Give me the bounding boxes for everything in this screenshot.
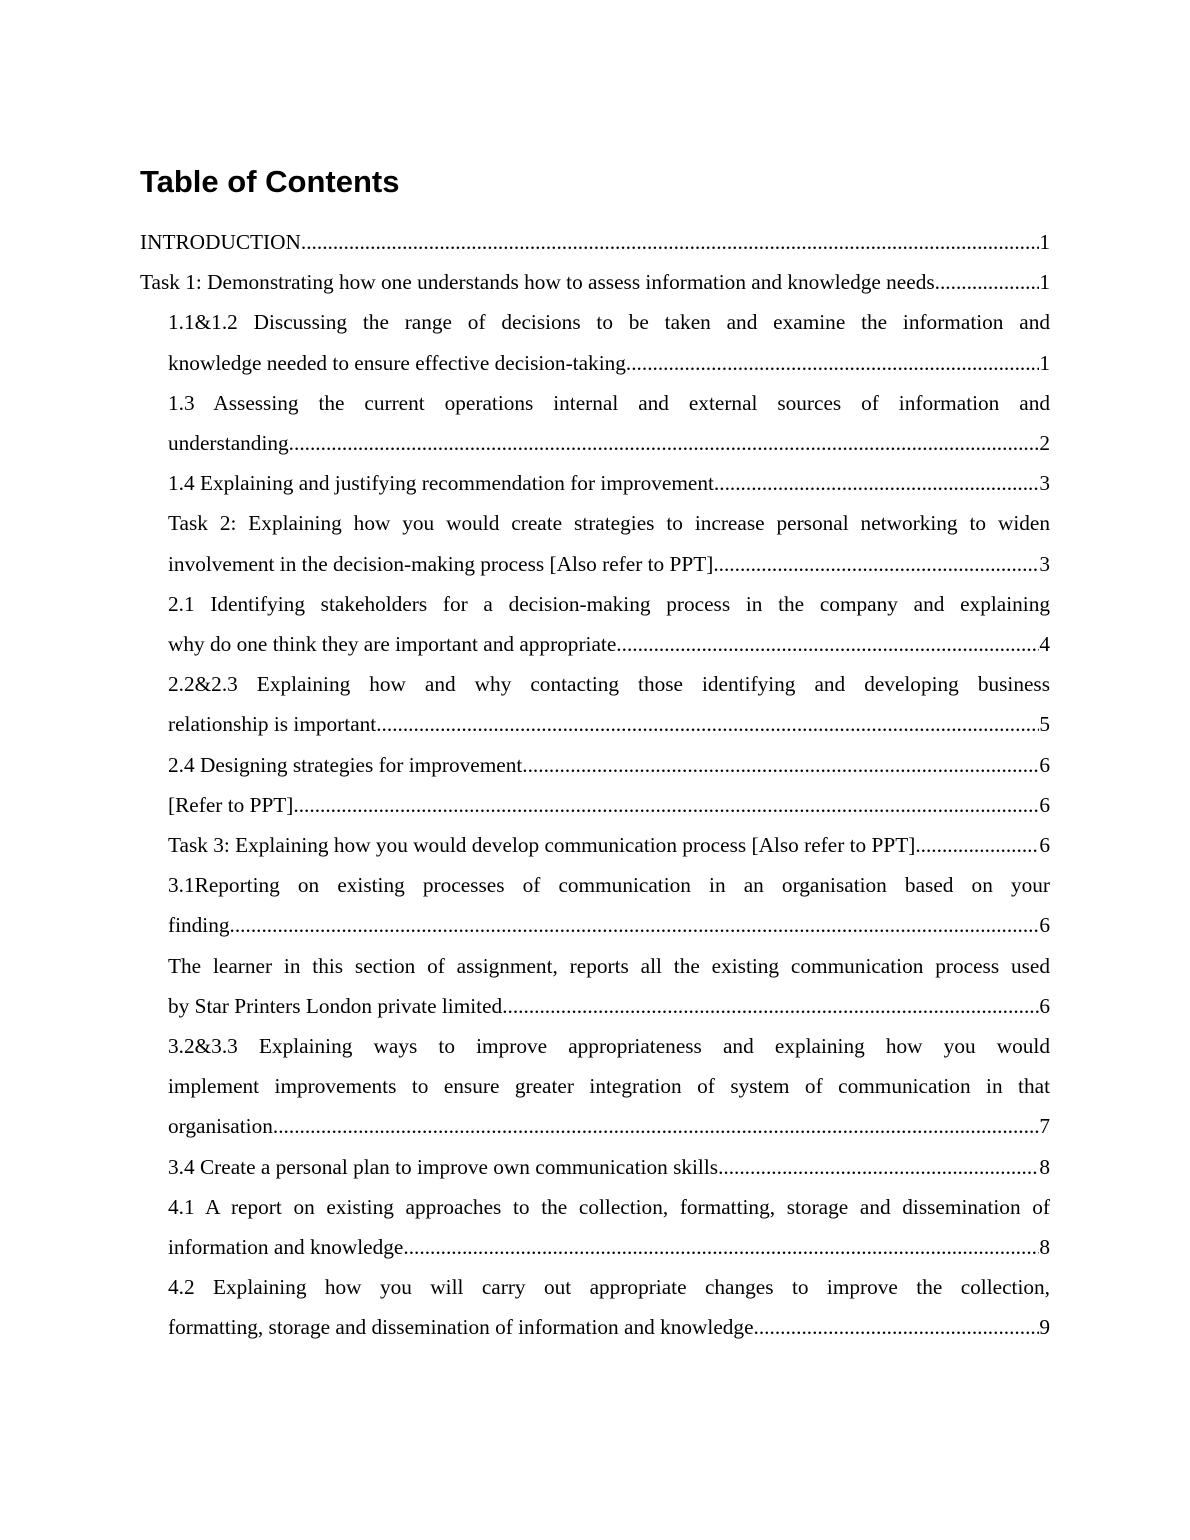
toc-page-number: 8 bbox=[1039, 1154, 1050, 1179]
dot-leader bbox=[289, 423, 1040, 463]
toc-page-number: 2 bbox=[1039, 431, 1050, 456]
toc-entry-text: 1.4 Explaining and justifying recommendation for improvement bbox=[168, 471, 714, 496]
toc-entry-text: 3.4 Create a personal plan to improve own communication skills bbox=[168, 1154, 719, 1179]
table-of-contents bbox=[140, 222, 1050, 1348]
toc-entry-text: 2.4 Designing strategies for improvement bbox=[168, 752, 523, 777]
toc-entry[interactable] bbox=[140, 503, 1050, 583]
toc-page-number: 9 bbox=[1039, 1315, 1050, 1340]
toc-entry-text: Task 3: Explaining how you would develop communication process [Also refer to PPT] bbox=[168, 833, 916, 858]
toc-entry-text: relationship is important bbox=[168, 712, 377, 737]
toc-entry[interactable] bbox=[140, 1187, 1050, 1267]
toc-entry-line: 2.2&2.3 Explaining how and why contacting those identifying and developing business bbox=[168, 672, 1050, 697]
dot-leader bbox=[376, 704, 1039, 744]
dot-leader bbox=[714, 463, 1039, 503]
toc-entry[interactable] bbox=[140, 1147, 1050, 1187]
toc-entry-text: Task 1: Demonstrating how one understands how to assess information and knowledge needs bbox=[140, 270, 935, 295]
toc-entry-text: INTRODUCTION bbox=[140, 230, 301, 254]
dot-leader bbox=[616, 624, 1039, 664]
toc-entry-line: 3.1Reporting on existing processes of communication in an organisation based on your bbox=[168, 873, 1050, 898]
toc-entry-text: [Refer to PPT] bbox=[168, 792, 294, 817]
toc-entry-line: 4.2 Explaining how you will carry out appropriate changes to improve the collection, bbox=[168, 1275, 1050, 1300]
toc-page-number: 3 bbox=[1039, 551, 1050, 576]
toc-page-number: 4 bbox=[1039, 632, 1050, 657]
toc-entry-text: knowledge needed to ensure effective decision-taking bbox=[168, 350, 626, 375]
toc-entry-line: 2.1 Identifying stakeholders for a decision-making process in the company and explaining bbox=[168, 591, 1050, 616]
dot-leader bbox=[301, 222, 1039, 262]
toc-entry-text: organisation bbox=[168, 1114, 273, 1139]
dot-leader bbox=[403, 1227, 1039, 1267]
toc-page-number: 6 bbox=[1039, 752, 1050, 777]
toc-entry-line: implement improvements to ensure greater integration of system of communication in that bbox=[168, 1074, 1050, 1099]
toc-page-number: 8 bbox=[1039, 1235, 1050, 1260]
toc-entry[interactable] bbox=[140, 1267, 1050, 1347]
toc-page-number: 3 bbox=[1039, 471, 1050, 496]
toc-entry[interactable] bbox=[140, 664, 1050, 744]
toc-entry[interactable] bbox=[140, 584, 1050, 664]
toc-entry-line: 4.1 A report on existing approaches to the collection, formatting, storage and dissemination of bbox=[168, 1194, 1050, 1219]
dot-leader bbox=[230, 905, 1040, 945]
toc-entry-line: 1.3 Assessing the current operations internal and external sources of information and bbox=[168, 390, 1050, 415]
toc-entry-line: 1.1&1.2 Discussing the range of decisions to be taken and examine the information and bbox=[168, 310, 1050, 335]
dot-leader bbox=[915, 825, 1039, 865]
dot-leader bbox=[522, 745, 1039, 785]
toc-entry[interactable] bbox=[140, 785, 1050, 825]
toc-entry[interactable] bbox=[140, 1026, 1050, 1147]
dot-leader bbox=[713, 544, 1039, 584]
dot-leader bbox=[508, 986, 1040, 1026]
toc-entry-text: by Star Printers London private limited. bbox=[168, 993, 508, 1018]
dot-leader bbox=[718, 1147, 1039, 1187]
toc-entry-line: 3.2&3.3 Explaining ways to improve appropriateness and explaining how you would bbox=[168, 1034, 1050, 1059]
toc-entry[interactable] bbox=[140, 825, 1050, 865]
toc-page-number: 6 bbox=[1039, 993, 1050, 1018]
dot-leader bbox=[626, 343, 1039, 383]
toc-page-number: 1 bbox=[1039, 350, 1050, 375]
toc-page-number: 6 bbox=[1039, 913, 1050, 938]
toc-page-number: 1 bbox=[1039, 230, 1050, 254]
dot-leader bbox=[273, 1106, 1039, 1146]
toc-page-number: 5 bbox=[1039, 712, 1050, 737]
toc-entry[interactable] bbox=[140, 946, 1050, 1026]
toc-page-number: 6 bbox=[1039, 792, 1050, 817]
toc-entry[interactable] bbox=[140, 383, 1050, 463]
dot-leader bbox=[293, 785, 1039, 825]
toc-entry-text: formatting, storage and dissemination of information and knowledge bbox=[168, 1315, 754, 1340]
toc-entry-text: why do one think they are important and appropriate bbox=[168, 632, 617, 657]
dot-leader bbox=[935, 262, 1040, 302]
toc-entry[interactable] bbox=[140, 262, 1050, 302]
toc-page-number: 1 bbox=[1039, 270, 1050, 295]
toc-entry[interactable] bbox=[140, 222, 1050, 262]
toc-entry-text: finding bbox=[168, 913, 230, 938]
toc-page-number: 6 bbox=[1039, 833, 1050, 858]
dot-leader bbox=[754, 1307, 1040, 1347]
toc-entry[interactable] bbox=[140, 865, 1050, 945]
toc-entry-line: The learner in this section of assignment, reports all the existing communication process used bbox=[168, 953, 1050, 978]
toc-entry-text: involvement in the decision-making process [Also refer to PPT] bbox=[168, 551, 714, 576]
toc-title: Table of Contents bbox=[140, 164, 400, 199]
toc-entry-line: Task 2: Explaining how you would create strategies to increase personal networking to widen bbox=[168, 511, 1050, 536]
toc-entry[interactable] bbox=[140, 463, 1050, 503]
toc-page-number: 7 bbox=[1039, 1114, 1050, 1139]
toc-entry[interactable] bbox=[140, 302, 1050, 382]
toc-entry-text: understanding bbox=[168, 431, 289, 456]
toc-entry[interactable] bbox=[140, 745, 1050, 785]
toc-entry-text: information and knowledge bbox=[168, 1235, 404, 1260]
